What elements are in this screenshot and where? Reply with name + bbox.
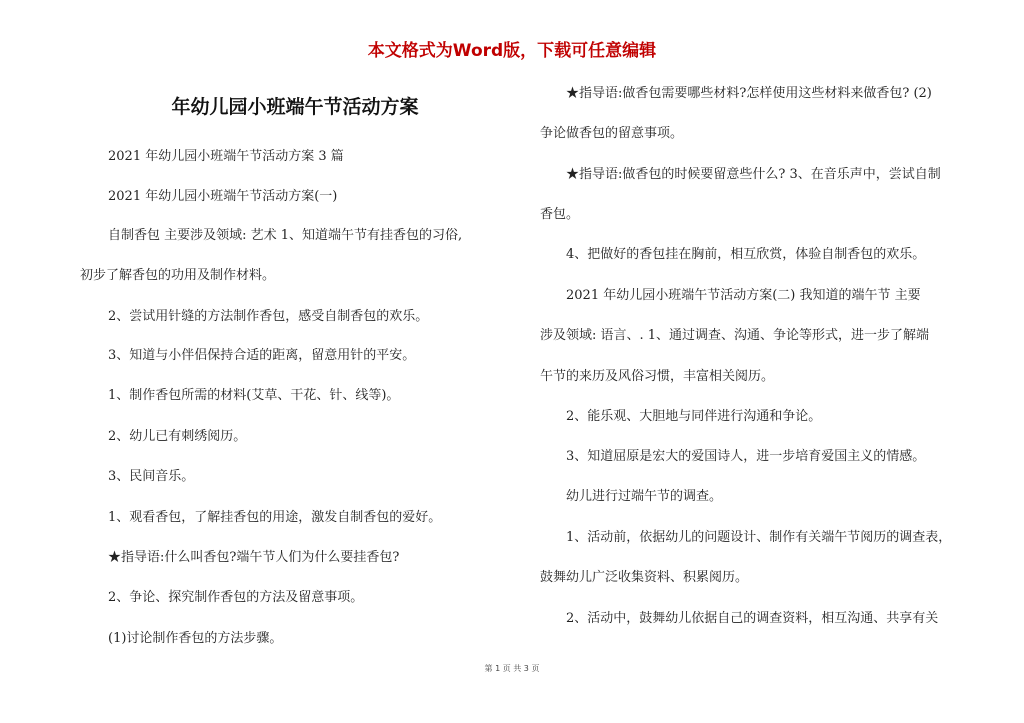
paragraph-line: 午节的来历及风俗习惯，丰富相关阅历。 — [540, 369, 775, 384]
paragraph-line: 2021 年幼儿园小班端午节活动方案(二) 我知道的端午节 主要 — [566, 288, 921, 303]
paragraph-line: 涉及领域: 语言、. 1、通过调查、沟通、争论等形式，进一步了解端 — [540, 328, 930, 343]
page-number: 第 1 页 共 3 页 — [484, 664, 540, 673]
paragraph-line: 2、争论、探究制作香包的方法及留意事项。 — [108, 590, 364, 605]
paragraph-line: 争论做香包的留意事项。 — [540, 126, 684, 141]
page-title: 年幼儿园小班端午节活动方案 — [171, 96, 419, 118]
paragraph-line: 香包。 — [540, 207, 580, 222]
paragraph-line: ★指导语:做香包的时候要留意些什么? 3、在音乐声中，尝试自制 — [566, 167, 941, 182]
paragraph-line: ★指导语:做香包需要哪些材料?怎样使用这些材料来做香包? (2) — [566, 86, 932, 101]
paragraph-line: 2、活动中，鼓舞幼儿依据自己的调查资料，相互沟通、共享有关 — [566, 611, 939, 626]
paragraph-line: 2、能乐观、大胆地与同伴进行沟通和争论。 — [566, 409, 822, 424]
paragraph-line: 1、制作香包所需的材料(艾草、干花、针、线等)。 — [108, 388, 400, 403]
paragraph-line: 3、知道与小伴侣保持合适的距离，留意用针的平安。 — [108, 348, 416, 363]
paragraph-line: 初步了解香包的功用及制作材料。 — [80, 268, 276, 283]
paragraph-line: 幼儿进行过端午节的调查。 — [566, 489, 723, 504]
paragraph-line: 4、把做好的香包挂在胸前，相互欣赏，体验自制香包的欢乐。 — [566, 247, 926, 262]
paragraph-line: (1)讨论制作香包的方法步骤。 — [108, 631, 283, 646]
paragraph-line: 2021 年幼儿园小班端午节活动方案 3 篇 — [108, 149, 344, 164]
download-banner: 本文格式为Word版，下载可任意编辑 — [367, 41, 657, 61]
paragraph-line: 2、尝试用针缝的方法制作香包，感受自制香包的欢乐。 — [108, 309, 429, 324]
paragraph-line: ★指导语:什么叫香包?端午节人们为什么要挂香包? — [108, 550, 400, 565]
paragraph-line: 3、民间音乐。 — [108, 469, 195, 484]
paragraph-line: 3、知道屈原是宏大的爱国诗人，进一步培育爱国主义的情感。 — [566, 449, 926, 464]
paragraph-line: 1、活动前，依据幼儿的问题设计、制作有关端午节阅历的调查表， — [566, 530, 952, 545]
paragraph-line: 鼓舞幼儿广泛收集资料、积累阅历。 — [540, 570, 749, 585]
paragraph-line: 2、幼儿已有刺绣阅历。 — [108, 429, 247, 444]
paragraph-line: 1、观看香包，了解挂香包的用途，激发自制香包的爱好。 — [108, 510, 442, 525]
paragraph-line: 2021 年幼儿园小班端午节活动方案(一) — [108, 189, 338, 204]
paragraph-line: 自制香包 主要涉及领域: 艺术 1、知道端午节有挂香包的习俗, — [108, 228, 463, 243]
